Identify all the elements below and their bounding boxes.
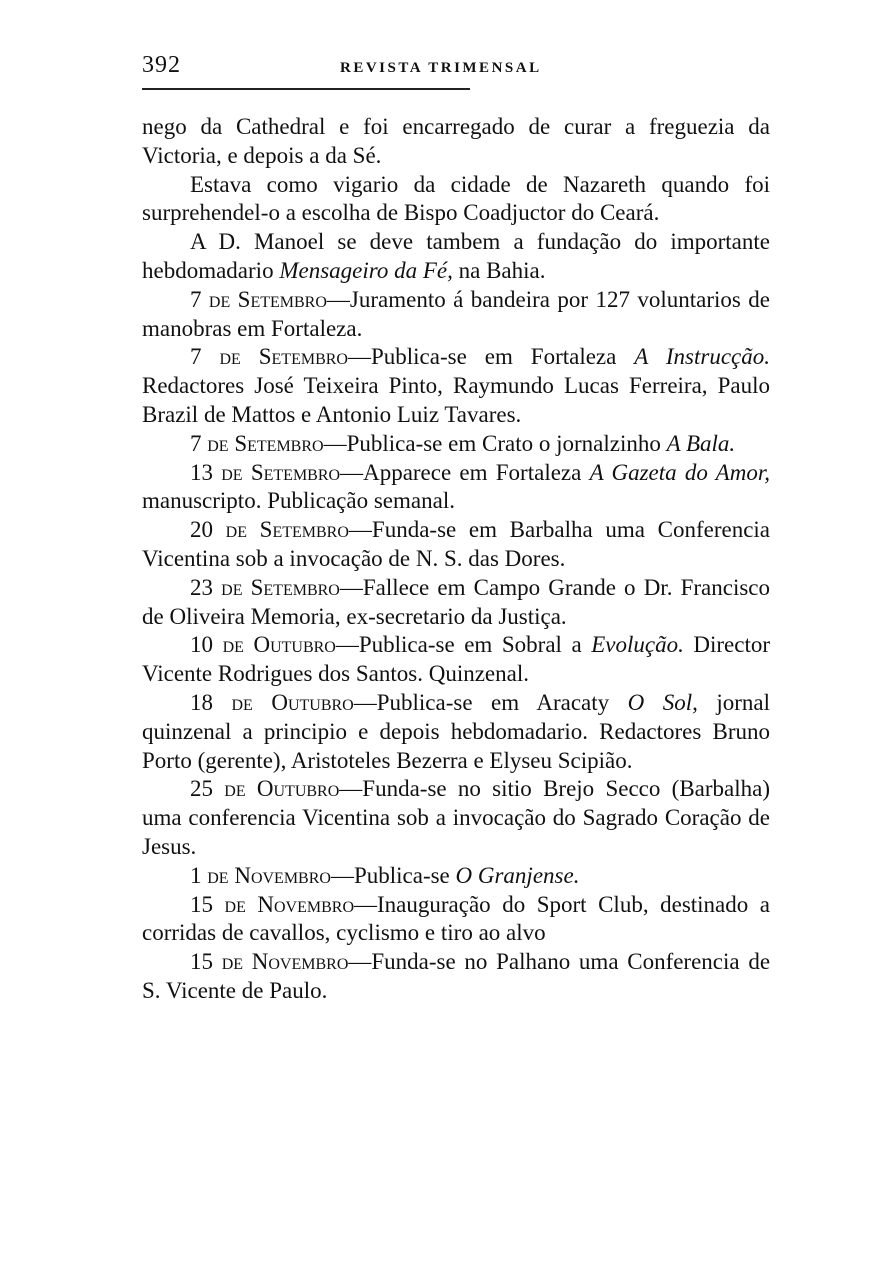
body-text — [142, 113, 770, 1006]
chronology-entry: 7 de Setembro—Juramento á bandeira por 127 voluntarios de manobras em Fortaleza. — [142, 286, 770, 341]
header-rule — [142, 88, 470, 90]
chronology-entry: 10 de Outubro—Publica-se em Sobral a Evolução. Director Vicente Rodrigues dos Santos. Quinzenal. — [142, 632, 771, 687]
entry-month: Setembro — [250, 574, 340, 600]
paragraph: Estava como vigario da cidade de Nazareth quando foi surprehendel-o a escolha de Bispo Coadjuctor do Ceará. — [142, 171, 770, 226]
publication-title: Mensageiro da Fé, — [279, 257, 453, 283]
entry-month: Outubro — [256, 776, 340, 802]
paragraph: nego da Cathedral e foi encarregado de curar a freguezia da Victoria, e depois a da Sé. — [142, 114, 770, 168]
entry-month: Novembro — [234, 862, 331, 888]
publication-title: Evolução. — [591, 632, 684, 658]
publication-title: O Granjense. — [455, 862, 580, 888]
chronology-entry: 15 de Novembro—Inauguração do Sport Club, destinado a corridas de cavallos, cyclismo e tiro ao alvo — [142, 891, 770, 946]
publication-title: A Bala. — [666, 430, 736, 456]
chronology-entry: 25 de Outubro—Funda-se no sitio Brejo Secco (Barbalha) uma conferencia Vicentina sob a invocação do Sagrado Coração de Jesus. — [142, 776, 770, 859]
page-number: 392 — [142, 52, 181, 78]
chronology-entry: 23 de Setembro—Fallece em Campo Grande o Dr. Francisco de Oliveira Memoria, ex-secretario da Justiça. — [142, 574, 770, 629]
entry-month: Setembro — [259, 517, 349, 543]
publication-title: O Sol, — [627, 689, 698, 715]
entry-month: Setembro — [258, 344, 348, 370]
entry-month: Novembro — [257, 891, 355, 917]
entry-date: 20 — [190, 517, 213, 543]
entry-date: 18 — [190, 689, 213, 715]
chronology-entry: 15 de Novembro—Funda-se no Palhano uma Conferencia de S. Vicente de Paulo. — [142, 949, 771, 1003]
publication-title: A Gazeta do Amor, — [589, 459, 770, 485]
chronology-entry: 1 de Novembro—Publica-se O Granjense. — [190, 862, 580, 888]
chronology-entry: 18 de Outubro—Publica-se em Aracaty O Sol, jornal quinzenal a principio e depois hebdomadario. Redactores Bruno Porto (gerente), Aristoteles Bezerra e Elyseu Scipião. — [142, 689, 771, 773]
entry-date: 23 — [190, 574, 213, 600]
running-title: REVISTA TRIMENSAL — [340, 60, 542, 76]
entry-month: Setembro — [250, 459, 341, 485]
entry-date: 15 — [190, 949, 213, 975]
entry-date: 10 — [190, 632, 213, 658]
entry-month: Setembro — [237, 286, 327, 312]
entry-date: 7 — [190, 344, 202, 370]
publication-title: A Instrucção. — [634, 344, 770, 370]
chronology-entry: 7 de Setembro—Publica-se em Fortaleza A Instrucção. Redactores José Teixeira Pinto, Raymundo Lucas Ferreira, Paulo Brazil de Mattos e Antonio Luiz Tavares. — [142, 344, 770, 427]
entry-date: 7 — [190, 430, 202, 456]
paragraph: A D. Manoel se deve tambem a fundação do importante hebdomadario Mensageiro da Fé, na Bahia. — [142, 229, 770, 283]
entry-date: 7 — [190, 286, 202, 312]
entry-month: Setembro — [234, 430, 324, 456]
entry-month: Outubro — [271, 689, 354, 715]
entry-date: 13 — [190, 459, 213, 485]
chronology-entry: 7 de Setembro—Publica-se em Crato o jornalzinho A Bala. — [190, 430, 736, 456]
entry-month: Novembro — [251, 949, 349, 975]
entry-month: Outubro — [253, 632, 336, 658]
chronology-entry: 20 de Setembro—Funda-se em Barbalha uma Conferencia Vicentina sob a invocação de N. S. das Dores. — [142, 517, 771, 571]
entry-date: 1 — [190, 862, 202, 888]
entry-date: 15 — [190, 891, 213, 917]
entry-date: 25 — [190, 776, 213, 802]
chronology-entry: 13 de Setembro—Apparece em Fortaleza A Gazeta do Amor, manuscripto. Publicação semanal. — [142, 459, 770, 514]
